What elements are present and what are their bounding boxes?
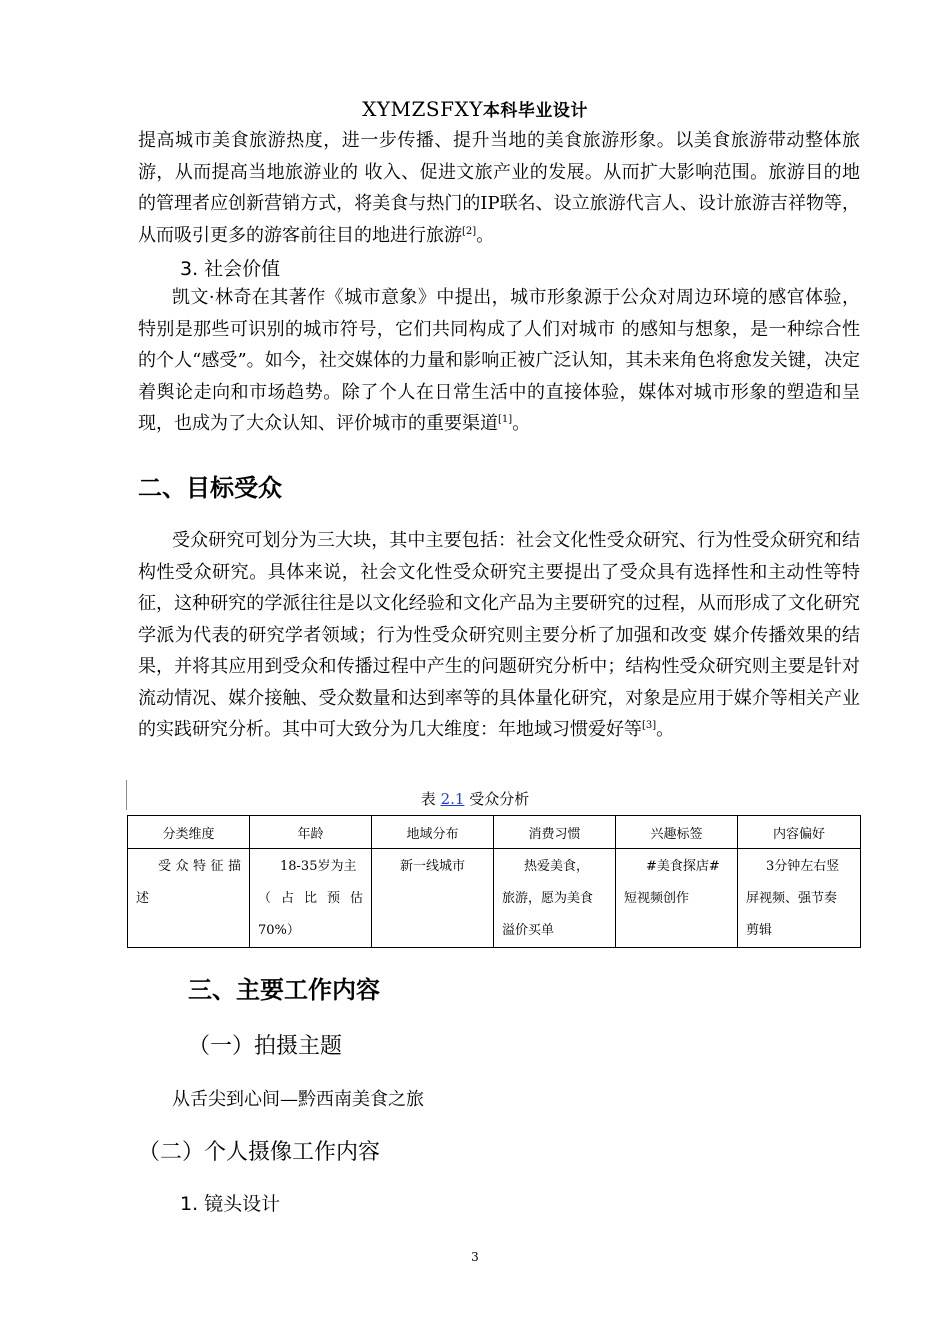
table-header-row xyxy=(128,816,861,849)
table-caption-prefix: 表 xyxy=(420,790,436,808)
audience-paragraph xyxy=(138,525,860,746)
audience-end: 。 xyxy=(656,719,675,740)
shooting-theme-text: 从舌尖到心间—黔西南美食之旅 xyxy=(172,1089,424,1110)
header-code: XYMZSFXY xyxy=(362,97,483,121)
table-cell-interest xyxy=(616,849,738,948)
intro-end: 。 xyxy=(476,224,495,246)
cell-line: 溢价买单 xyxy=(502,923,555,938)
citation: [1] xyxy=(498,414,513,425)
page-header xyxy=(0,96,950,121)
table-row xyxy=(128,849,861,948)
table-caption xyxy=(0,788,950,809)
table-caption-title: 受众分析 xyxy=(469,790,530,808)
table-header-cell: 分类维度 xyxy=(128,816,250,849)
table-cell-consumption xyxy=(494,849,616,948)
table-cell-content xyxy=(738,849,861,948)
cell-line: 热爱美食， xyxy=(524,859,590,874)
table-cell-age xyxy=(250,849,372,948)
table-header-cell: 消费习惯 xyxy=(494,816,616,849)
social-value-heading: 3. 社会价值 xyxy=(180,258,281,280)
table-header-cell: 地域分布 xyxy=(372,816,494,849)
cell-line: #美食探店# xyxy=(646,859,720,874)
cell-line: 旅游，愿为美食 xyxy=(502,891,594,906)
cell-line: 受众特征描 xyxy=(158,859,241,874)
audience-table xyxy=(127,815,861,948)
item-heading-shot-design: 1. 镜头设计 xyxy=(180,1193,281,1215)
section-heading-main-work: 三、主要工作内容 xyxy=(188,976,380,1004)
intro-paragraph xyxy=(138,125,860,251)
cell-line: 新一线城市 xyxy=(400,859,466,874)
cell-line: 短视频创作 xyxy=(624,891,690,906)
subsection-heading-camera-work: （二）个人摄像工作内容 xyxy=(138,1140,381,1165)
citation: [2] xyxy=(462,225,477,237)
page-number: 3 xyxy=(471,1250,479,1264)
cell-line: 屏视频、强节奏 xyxy=(746,891,838,906)
table-header-cell: 内容偏好 xyxy=(738,816,861,849)
social-value-paragraph xyxy=(138,282,860,440)
table-header-cell: 兴趣标签 xyxy=(616,816,738,849)
social-value-end: 。 xyxy=(512,413,531,434)
table-header-cell: 年龄 xyxy=(250,816,372,849)
table-reference-link[interactable]: 2.1 xyxy=(440,790,465,808)
header-title: 本科毕业设计 xyxy=(482,101,588,121)
table-cell-dimension xyxy=(128,849,250,948)
audience-text: 受众研究可划分为三大块，其中主要包括：社会文化性受众研究、行为性受众研究和结构性受众研究。具体来说，社会文化性受众研究主要提出了受众具有选择性和主动性等特征，这种研究的学派往往是以文化经验和文化产品为主要研究的过程，从而形成了文化研究学派为代表的研究学者领域；行为性受众研究则主要分析了加强和改变 媒介传播效果的结果，并将其应用到受众和传播过程中产生的问题研究分析中；结构性受众研究则主要是针对流动情况、媒介接触、受众数量和达到率等的具体量化研究，对象是应用于媒介等相关产业的实践研究分析。其中可大致分为几大维度：年地域习惯爱好等 xyxy=(138,530,860,740)
social-value-text: 凯文·林奇在其著作《城市意象》中提出，城市形象源于公众对周边环境的感官体验，特别是那些可识别的城市符号，它们共同构成了人们对城市 的感知与想象，是一种综合性的个人“感受”。如今，社交媒体的力量和影响正被广泛认知，其未来角色将愈发关键，决定着舆论走向和市场趋势。除了个人在日常生活中的直接体验，媒体对城市形象的塑造和呈现，也成为了大众认知、评价城市的重要渠道 xyxy=(138,287,860,434)
subsection-heading-theme: （一）拍摄主题 xyxy=(188,1034,343,1059)
cell-line: 3分钟左右竖 xyxy=(766,859,840,874)
cell-line: （占比预估 xyxy=(258,891,363,906)
cell-line: 18-35岁为主 xyxy=(280,859,357,874)
citation: [3] xyxy=(642,720,657,731)
table-cell-region xyxy=(372,849,494,948)
intro-text: 提高城市美食旅游热度，进一步传播、提升当地的美食旅游形象。以美食旅游带动整体旅游，从而提高当地旅游业的 收入、促进文旅产业的发展。从而扩大影响范围。旅游目的地的管理者应创新营销方式，将美食与热门的IP联名、设立旅游代言人、设计旅游吉祥物等，从而吸引更多的游客前往目的地进行旅游 xyxy=(138,130,860,246)
section-heading-target-audience: 二、目标受众 xyxy=(138,474,282,502)
cell-line: 述 xyxy=(136,891,150,906)
cell-line: 剪辑 xyxy=(746,923,773,938)
cell-line: 70%） xyxy=(258,923,300,938)
